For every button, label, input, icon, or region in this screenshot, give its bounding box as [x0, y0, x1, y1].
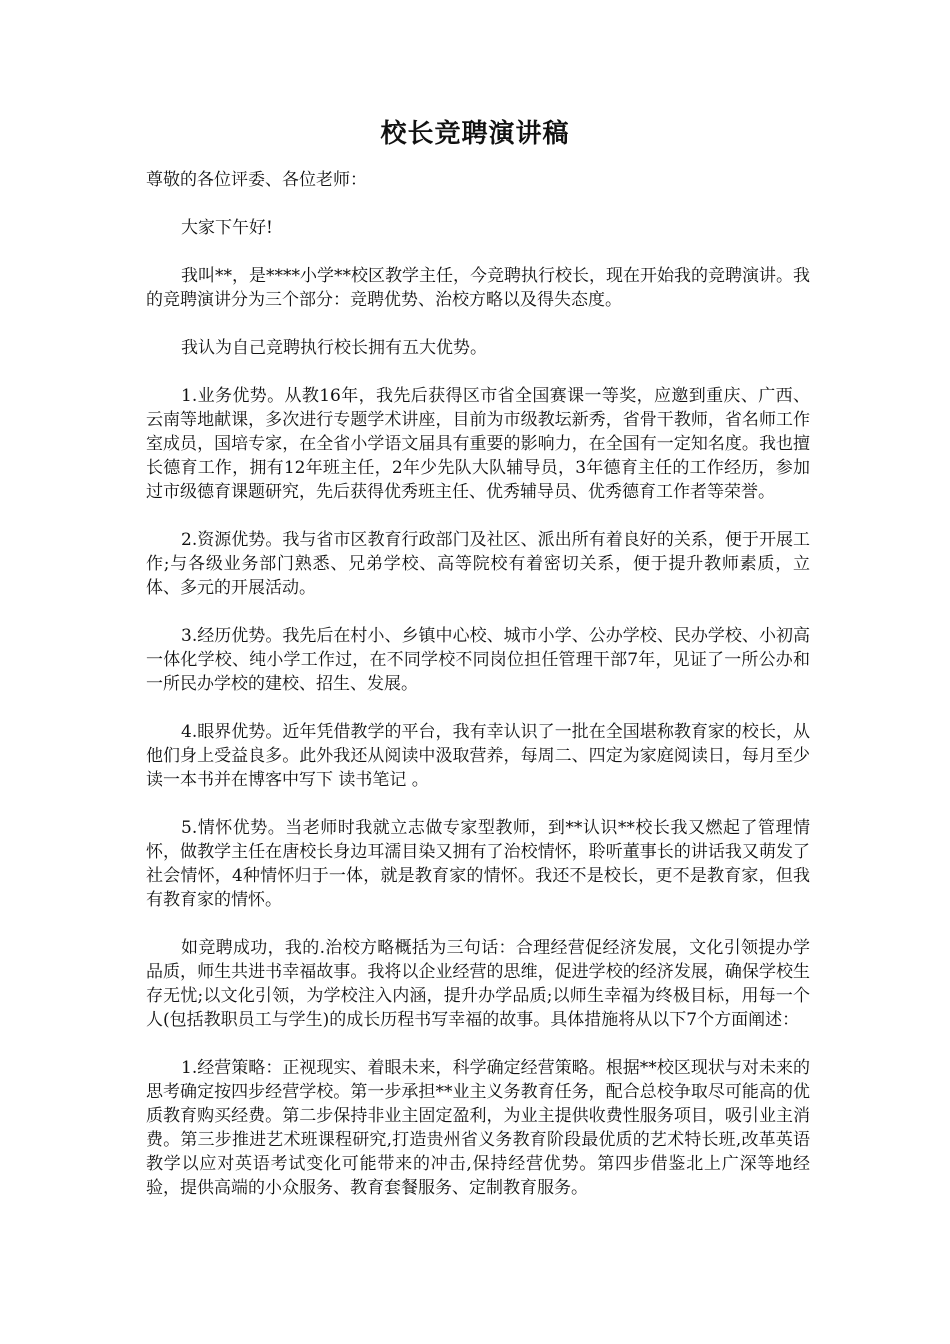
paragraph-advantages-intro: 我认为自己竞聘执行校长拥有五大优势。 [181, 338, 487, 358]
paragraph-strategy-operations: 1.经营策略：正视现实、着眼未来，科学确定经营策略。根据**校区现状与对未来的思考确定按四步经营学校。第一步承担**业主义务教育任务，配合总校争取尽可能高的优质教育购买经费。第二步保持非业主固定盈利，为业主提供收费性服务项目，吸引业主消费。第三步推进艺术班课程研究,打造贵州省义务教育阶段最优质的艺术特长班,改革英语教学以应对英语考试变化可能带来的冲击,保持经营优势。第四步借鉴北上广深等地经验，提供高端的小众服务、教育套餐服务、定制教育服务。 [146, 1058, 810, 1198]
paragraph-strategy-overview: 如竞聘成功，我的.治校方略概括为三句话：合理经营促经济发展，文化引领提办学品质，师生共进书幸福故事。我将以企业经营的思维，促进学校的经济发展，确保学校生存无忧;以文化引领，为学校注入内涵，提升办学品质;以师生幸福为终极目标，用每一个人(包括教职员工与学生)的成长历程书写幸福的故事。具体措施将从以下7个方面阐述： [146, 938, 810, 1030]
salutation: 尊敬的各位评委、各位老师： [146, 170, 367, 190]
paragraph-advantage-experience: 3.经历优势。我先后在村小、乡镇中心校、城市小学、公办学校、民办学校、小初高一体化学校、纯小学工作过，在不同学校不同岗位担任管理干部7年，见证了一所公办和一所民办学校的建校、招生、发展。 [146, 626, 810, 694]
document-title: 校长竞聘演讲稿 [380, 119, 570, 149]
paragraph-advantage-business: 1.业务优势。从教16年，我先后获得区市省全国赛课一等奖，应邀到重庆、广西、云南等地献课，多次进行专题学术讲座，目前为市级教坛新秀，省骨干教师，省名师工作室成员，国培专家，在全省小学语文届具有重要的影响力，在全国有一定知名度。我也擅长德育工作，拥有12年班主任，2年少先队大队辅导员，3年德育主任的工作经历，参加过市级德育课题研究，先后获得优秀班主任、优秀辅导员、优秀德育工作者等荣誉。 [146, 386, 810, 502]
document-body [146, 168, 810, 1224]
paragraph-introduction: 我叫**，是****小学**校区教学主任，今竞聘执行校长，现在开始我的竞聘演讲。我的竞聘演讲分为三个部分：竞聘优势、治校方略以及得失态度。 [146, 266, 810, 310]
paragraph-advantage-passion: 5.情怀优势。当老师时我就立志做专家型教师，到**认识**校长我又燃起了管理情怀，做教学主任在唐校长身边耳濡目染又拥有了治校情怀，聆听董事长的讲话我又萌发了社会情怀，4种情怀归于一体，就是教育家的情怀。我还不是校长，更不是教育家，但我有教育家的情怀。 [146, 818, 810, 910]
paragraph-advantage-vision: 4.眼界优势。近年凭借教学的平台，我有幸认识了一批在全国堪称教育家的校长，从他们身上受益良多。此外我还从阅读中汲取营养，每周二、四定为家庭阅读日，每月至少读一本书并在博客中写下 读书笔记 。 [146, 722, 810, 790]
paragraph-advantage-resources: 2.资源优势。我与省市区教育行政部门及社区、派出所有着良好的关系，便于开展工作;与各级业务部门熟悉、兄弟学校、高等院校有着密切关系，便于提升教师素质，立体、多元的开展活动。 [146, 530, 810, 598]
paragraph-greeting: 大家下午好! [181, 218, 273, 238]
